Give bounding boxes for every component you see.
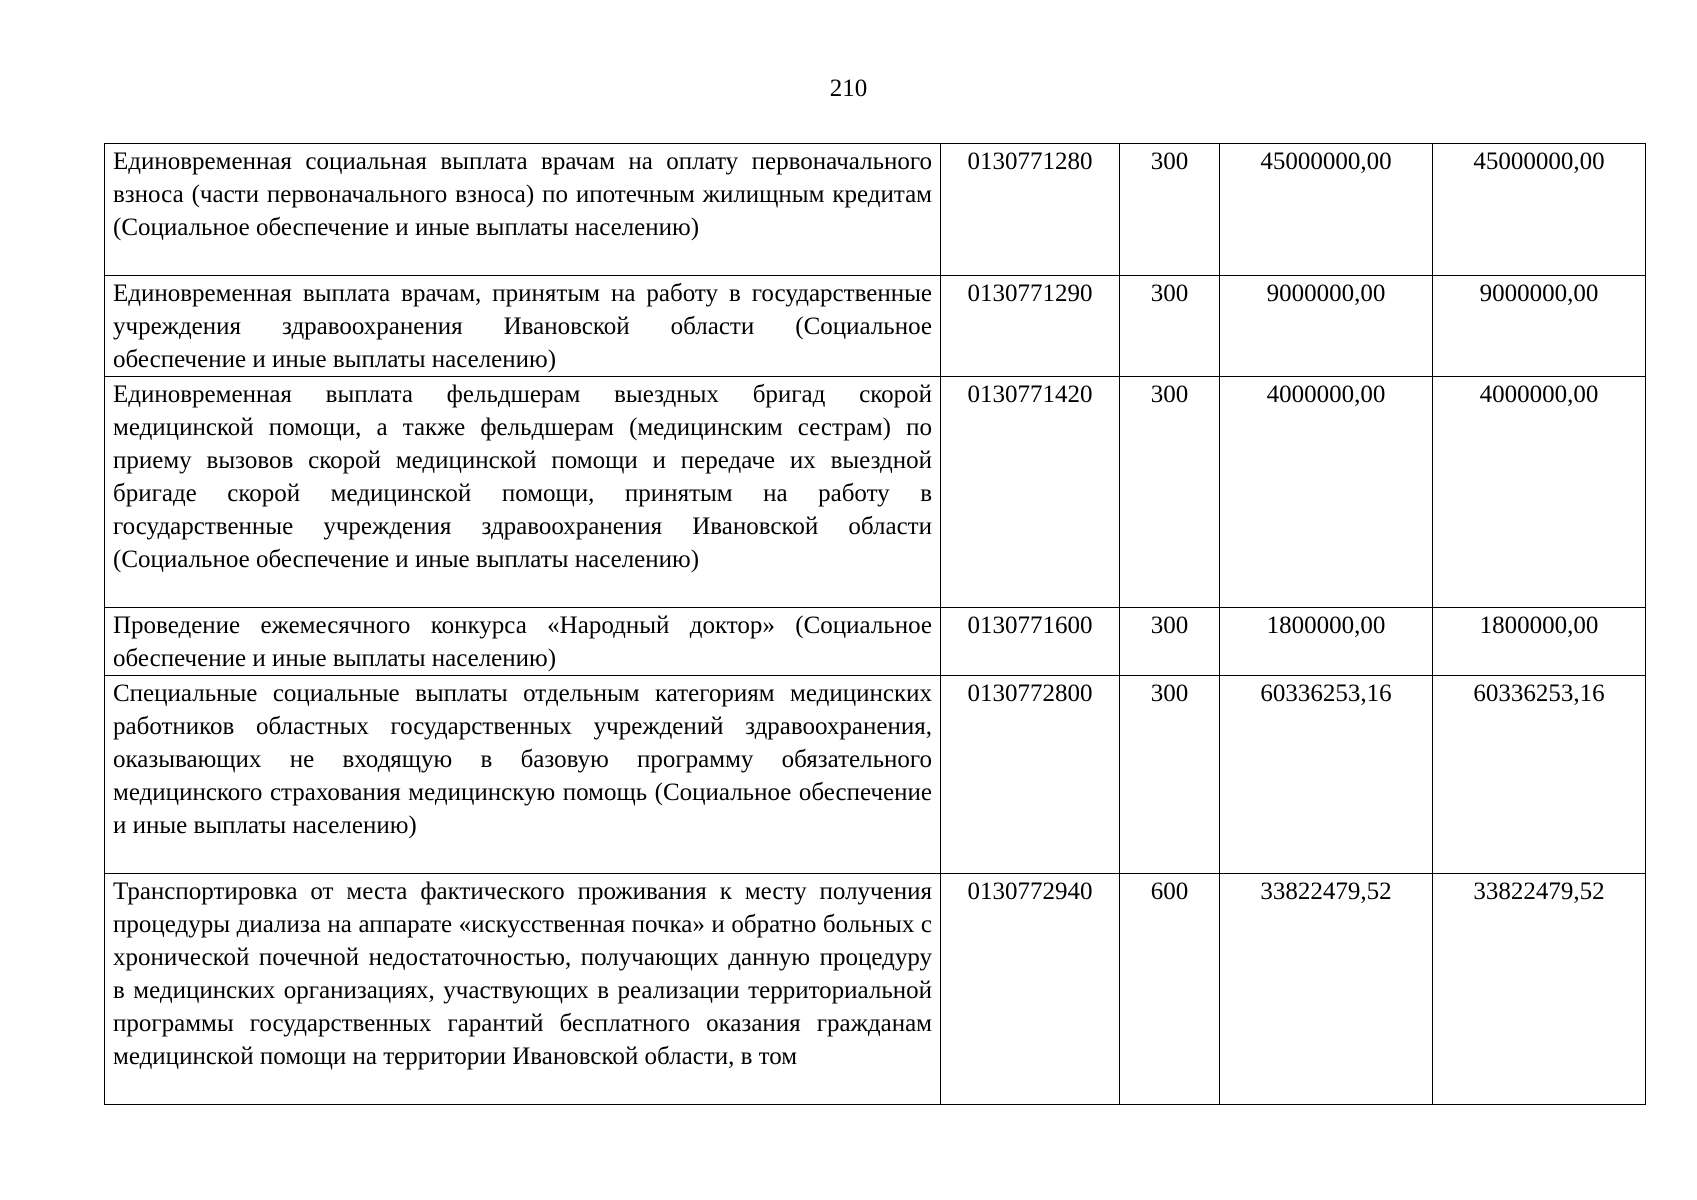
table-row bbox=[105, 144, 1646, 276]
amount-2-cell: 9000000,00 bbox=[1433, 276, 1646, 377]
amount-1-cell: 9000000,00 bbox=[1220, 276, 1433, 377]
amount-1-cell: 45000000,00 bbox=[1220, 144, 1433, 276]
target-code-cell: 0130771420 bbox=[941, 377, 1120, 608]
amount-1-cell: 1800000,00 bbox=[1220, 608, 1433, 676]
expense-type-cell: 300 bbox=[1120, 377, 1220, 608]
amount-2-cell: 33822479,52 bbox=[1433, 874, 1646, 1105]
target-code-cell: 0130772940 bbox=[941, 874, 1120, 1105]
amount-1-cell: 4000000,00 bbox=[1220, 377, 1433, 608]
amount-2-cell: 60336253,16 bbox=[1433, 676, 1646, 874]
description-cell: Единовременная выплата врачам, принятым на работу в государственные учреждения здравоохранения Ивановской области (Социальное обеспечение и иные выплаты населению) bbox=[105, 276, 941, 377]
amount-2-cell: 45000000,00 bbox=[1433, 144, 1646, 276]
amount-1-cell: 33822479,52 bbox=[1220, 874, 1433, 1105]
table-row bbox=[105, 377, 1646, 608]
amount-2-cell: 1800000,00 bbox=[1433, 608, 1646, 676]
table-row bbox=[105, 608, 1646, 676]
expense-type-cell: 300 bbox=[1120, 276, 1220, 377]
description-cell: Единовременная социальная выплата врачам на оплату первоначального взноса (части первоначального взноса) по ипотечным жилищным кредитам (Социальное обеспечение и иные выплаты населению) bbox=[105, 144, 941, 276]
target-code-cell: 0130771290 bbox=[941, 276, 1120, 377]
expense-type-cell: 300 bbox=[1120, 676, 1220, 874]
amount-2-cell: 4000000,00 bbox=[1433, 377, 1646, 608]
target-code-cell: 0130771280 bbox=[941, 144, 1120, 276]
target-code-cell: 0130772800 bbox=[941, 676, 1120, 874]
page-number: 210 bbox=[829, 75, 868, 102]
budget-table bbox=[104, 143, 1646, 1105]
expense-type-cell: 600 bbox=[1120, 874, 1220, 1105]
table-row bbox=[105, 874, 1646, 1105]
description-cell: Специальные социальные выплаты отдельным категориям медицинских работников областных государственных учреждений здравоохранения, оказывающих не входящую в базовую программу обязательного медицинского страхования медицинскую помощь (Социальное обеспечение и иные выплаты населению) bbox=[105, 676, 941, 874]
description-cell: Единовременная выплата фельдшерам выездных бригад скорой медицинской помощи, а также фельдшерам (медицинским сестрам) по приему вызовов скорой медицинской помощи и передаче их выездной бригаде скорой медицинской помощи, принятым на работу в государственные учреждения здравоохранения Ивановской области (Социальное обеспечение и иные выплаты населению) bbox=[105, 377, 941, 608]
amount-1-cell: 60336253,16 bbox=[1220, 676, 1433, 874]
expense-type-cell: 300 bbox=[1120, 144, 1220, 276]
target-code-cell: 0130771600 bbox=[941, 608, 1120, 676]
expense-type-cell: 300 bbox=[1120, 608, 1220, 676]
description-cell: Проведение ежемесячного конкурса «Народный доктор» (Социальное обеспечение и иные выплаты населению) bbox=[105, 608, 941, 676]
table-row bbox=[105, 676, 1646, 874]
description-cell: Транспортировка от места фактического проживания к месту получения процедуры диализа на аппарате «искусственная почка» и обратно больных с хронической почечной недостаточностью, получающих данную процедуру в медицинских организациях, участвующих в реализации территориальной программы государственных гарантий бесплатного оказания гражданам медицинской помощи на территории Ивановской области, в том bbox=[105, 874, 941, 1105]
table-row bbox=[105, 276, 1646, 377]
